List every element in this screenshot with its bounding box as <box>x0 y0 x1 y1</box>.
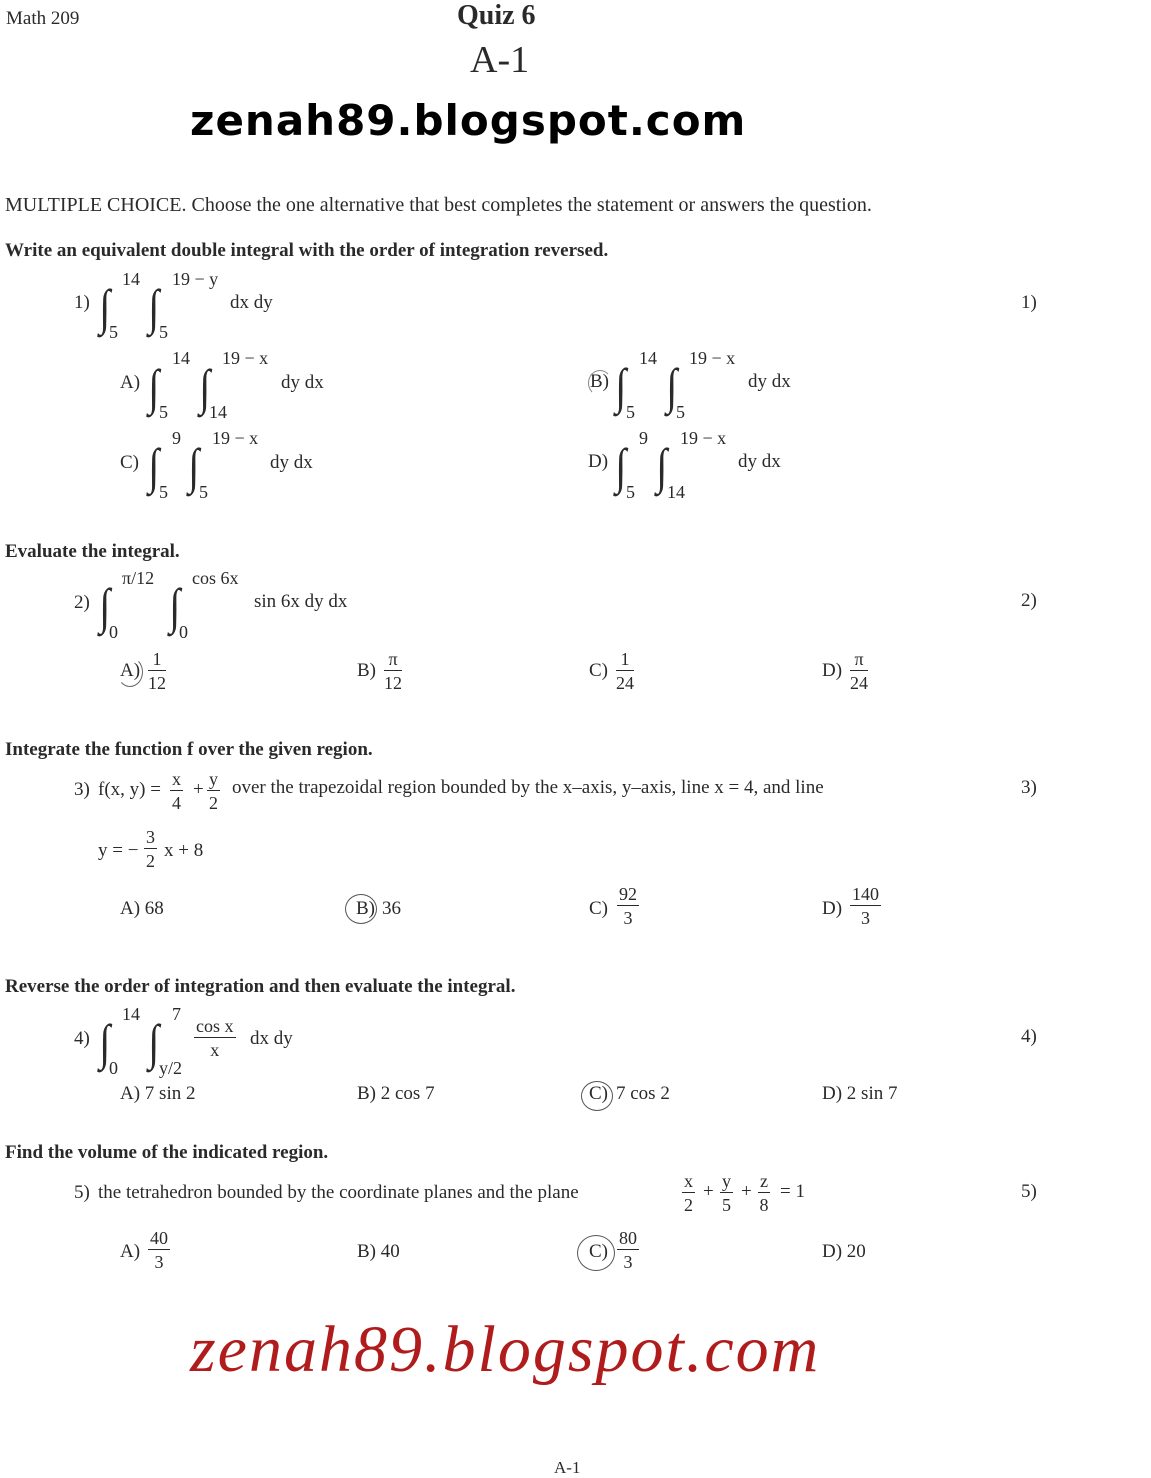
option-d-diff: dy dx <box>738 451 781 472</box>
outer-lower-limit: 5 <box>109 322 118 342</box>
option-c-fraction: $\frac{1}{24}$ <box>616 649 634 693</box>
q3-fraction-2: $\frac{y}{2}$ <box>209 769 218 813</box>
option-b-value: 36 <box>382 898 401 919</box>
integral-sign-icon: ∫ <box>199 359 211 415</box>
option-b-fraction: $\frac{\pi}{12}$ <box>384 649 402 693</box>
q5-plus-2: + <box>741 1181 752 1202</box>
integral-sign-icon: ∫ <box>148 359 160 415</box>
option-d-label[interactable]: D) <box>822 660 843 681</box>
q4-outer-lower: 0 <box>109 1058 118 1078</box>
option-b-label[interactable]: B) 40 <box>357 1241 400 1262</box>
answer-mark-circle-icon <box>117 657 143 687</box>
q2-inner-upper: cos 6x <box>192 568 239 588</box>
section-heading-1: Write an equivalent double integral with the order of integration reversed. <box>5 240 609 261</box>
option-c-inner-upper: 19 − x <box>212 428 259 448</box>
q5-fraction-x: $\frac{x}{2}$ <box>684 1171 693 1215</box>
question-number-1: 1) <box>74 292 90 313</box>
watermark-top: zenah89.blogspot.com <box>190 96 747 145</box>
integral-sign-icon: ∫ <box>99 1014 111 1070</box>
option-c-inner-lower: 5 <box>199 482 208 502</box>
q3-fraction-1: $\frac{x}{4}$ <box>172 769 181 813</box>
option-a-outer-upper: 14 <box>172 348 190 368</box>
integral-sign-icon: ∫ <box>656 438 668 494</box>
q4-inner-upper: 7 <box>172 1004 181 1024</box>
q2-outer-lower: 0 <box>109 622 118 642</box>
option-b-label[interactable]: B) <box>357 660 376 681</box>
q5-plus-1: + <box>703 1181 714 1202</box>
option-a-label[interactable]: A) 7 sin 2 <box>120 1083 196 1104</box>
integral-sign-icon: ∫ <box>169 578 181 634</box>
q2-integrand: sin 6x dy dx <box>254 591 348 612</box>
outer-upper-limit: 14 <box>122 269 140 289</box>
option-b-inner-upper: 19 − x <box>689 348 736 368</box>
q3-plus: + <box>193 779 204 800</box>
option-d-label[interactable]: D) <box>822 898 843 919</box>
q2-outer-upper: π/12 <box>122 568 155 588</box>
section-heading-5: Find the volume of the indicated region. <box>5 1142 329 1163</box>
answer-mark-circle-icon <box>588 370 612 396</box>
option-c-outer-lower: 5 <box>159 482 168 502</box>
option-b-outer-upper: 14 <box>639 348 657 368</box>
option-a-inner-upper: 19 − x <box>222 348 269 368</box>
question-number-2: 2) <box>74 592 90 613</box>
answer-slot-4: 4) <box>1021 1026 1037 1047</box>
quiz-version: A-1 <box>470 39 530 81</box>
quiz-title: Quiz 6 <box>457 0 536 31</box>
q4-integrand-fraction: $\frac{\text{cos x}}{x}$ <box>196 1016 234 1060</box>
option-b-diff: dy dx <box>748 371 791 392</box>
section-heading-2: Evaluate the integral. <box>5 541 180 562</box>
q3-line-prefix: y = − <box>98 840 139 861</box>
option-d-outer-lower: 5 <box>626 482 635 502</box>
option-a-diff: dy dx <box>281 372 324 393</box>
option-b-label[interactable]: B) 2 cos 7 <box>357 1083 435 1104</box>
answer-slot-1: 1) <box>1021 292 1037 313</box>
option-d-fraction: $\frac{140}{3}$ <box>852 884 879 928</box>
option-d-fraction: $\frac{\pi}{24}$ <box>850 649 868 693</box>
q5-fraction-y: $\frac{y}{5}$ <box>722 1171 731 1215</box>
option-a-label[interactable]: A) <box>120 372 141 393</box>
option-d-label[interactable]: D) <box>588 451 609 472</box>
option-c-label[interactable]: C) <box>120 452 139 473</box>
option-c-label[interactable]: C) <box>589 1241 608 1262</box>
q3-text: over the trapezoidal region bounded by the x–axis, y–axis, line x = 4, and line <box>232 777 824 798</box>
course-label: Math 209 <box>6 8 80 29</box>
option-d-label[interactable]: D) 2 sin 7 <box>822 1083 898 1104</box>
option-c-label[interactable]: C) <box>589 660 608 681</box>
option-d-inner-lower: 14 <box>667 482 685 502</box>
q4-inner-lower: y/2 <box>159 1058 183 1078</box>
watermark-bottom: zenah89.blogspot.com <box>190 1313 821 1386</box>
q3-line-suffix: x + 8 <box>164 840 204 861</box>
option-c-fraction: $\frac{92}{3}$ <box>619 884 637 928</box>
integral-sign-icon: ∫ <box>148 438 160 494</box>
question-number-3: 3) <box>74 779 90 800</box>
option-a-outer-lower: 5 <box>159 402 168 422</box>
question-number-4: 4) <box>74 1028 90 1049</box>
differential: dx dy <box>230 292 273 313</box>
integral-sign-icon: ∫ <box>188 438 200 494</box>
instructions: MULTIPLE CHOICE. Choose the one alternative that best completes the statement or answers the question. <box>5 194 872 216</box>
q5-equals: = 1 <box>780 1181 805 1202</box>
option-b-label[interactable]: B) <box>590 371 609 392</box>
answer-slot-5: 5) <box>1021 1181 1037 1202</box>
answer-slot-3: 3) <box>1021 777 1037 798</box>
inner-lower-limit: 5 <box>159 322 168 342</box>
option-d-label[interactable]: D) 20 <box>822 1241 866 1262</box>
option-c-diff: dy dx <box>270 452 313 473</box>
option-a-label[interactable]: A) <box>120 1241 141 1262</box>
integral-sign-icon: ∫ <box>148 279 160 335</box>
inner-upper-limit: 19 − y <box>172 269 219 289</box>
question-number-5: 5) <box>74 1182 90 1203</box>
option-b-outer-lower: 5 <box>626 402 635 422</box>
integral-sign-icon: ∫ <box>99 279 111 335</box>
option-c-label[interactable]: C) <box>589 1083 608 1104</box>
option-a-fraction: $\frac{40}{3}$ <box>150 1228 168 1272</box>
integral-sign-icon: ∫ <box>666 358 678 414</box>
option-a-label[interactable]: A) 68 <box>120 898 164 919</box>
integral-sign-icon: ∫ <box>99 578 111 634</box>
option-a-fraction: $\frac{1}{12}$ <box>148 649 166 693</box>
option-a-label[interactable]: A) <box>120 660 141 681</box>
footer-page-label: A-1 <box>554 1458 581 1477</box>
option-b-inner-lower: 5 <box>676 402 685 422</box>
q4-diff: dx dy <box>250 1028 293 1049</box>
integral-sign-icon: ∫ <box>615 438 627 494</box>
option-a-inner-lower: 14 <box>209 402 227 422</box>
q3-f-prefix: f(x, y) = <box>98 779 161 800</box>
integral-sign-icon: ∫ <box>615 358 627 414</box>
integral-sign-icon: ∫ <box>148 1014 160 1070</box>
option-c-label[interactable]: C) <box>589 898 608 919</box>
q3-line-fraction: $\frac{3}{2}$ <box>146 827 155 871</box>
answer-slot-2: 2) <box>1021 590 1037 611</box>
option-c-fraction: $\frac{80}{3}$ <box>619 1228 637 1272</box>
option-b-label[interactable]: B) <box>356 898 375 919</box>
option-d-outer-upper: 9 <box>639 428 648 448</box>
section-heading-3: Integrate the function f over the given region. <box>5 739 373 760</box>
q5-fraction-z: $\frac{z}{8}$ <box>759 1171 769 1215</box>
option-c-outer-upper: 9 <box>172 428 181 448</box>
section-heading-4: Reverse the order of integration and then evaluate the integral. <box>5 976 516 997</box>
q4-outer-upper: 14 <box>122 1004 140 1024</box>
q2-inner-lower: 0 <box>179 622 188 642</box>
q5-text: the tetrahedron bounded by the coordinate planes and the plane <box>98 1182 579 1203</box>
option-c-value: 7 cos 2 <box>616 1083 670 1104</box>
option-d-inner-upper: 19 − x <box>680 428 727 448</box>
